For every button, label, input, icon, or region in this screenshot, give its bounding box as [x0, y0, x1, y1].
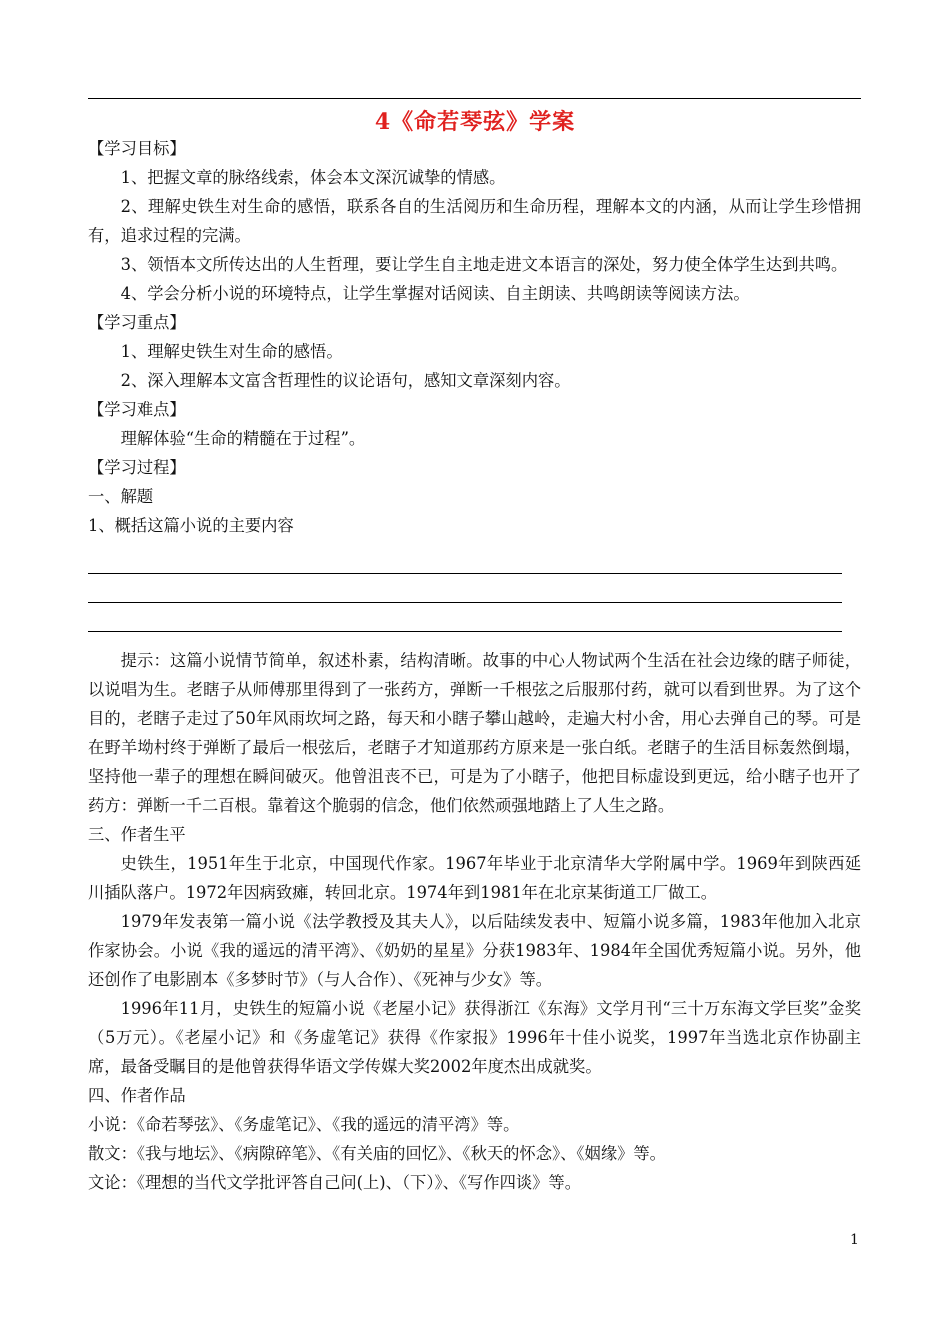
goal-item: 2、理解史铁生对生命的感悟，联系各自的生活阅历和生命历程，理解本文的内涵，从而让学生珍惜拥有，追求过程的完满。: [88, 197, 861, 245]
section-jieti: 一、解题: [88, 487, 154, 506]
answer-line: [88, 574, 842, 603]
document-body: [88, 134, 861, 1197]
works-essays: 散文：《我与地坛》、《病隙碎笔》、《有关庙的回忆》、《秋天的怀念》、《姻缘》等。: [88, 1144, 666, 1163]
focus-heading: 【学习重点】: [88, 313, 186, 332]
section-author-bio: 三、作者生平: [88, 825, 186, 844]
page-title: 4《命若琴弦》学案: [374, 109, 576, 135]
goal-item: 1、把握文章的脉络线索，体会本文深沉诚挚的情感。: [120, 168, 506, 187]
answer-lines: [88, 545, 861, 632]
answer-line: [88, 603, 842, 632]
difficulty-item: 理解体验“生命的精髓在于过程”。: [120, 429, 366, 448]
page-number: 1: [850, 1232, 859, 1248]
works-criticism: 文论：《理想的当代文学批评答自己问(上)、（下）》、《写作四谈》等。: [88, 1173, 581, 1192]
question-1: 1、概括这篇小说的主要内容: [88, 516, 294, 535]
goal-item: 3、领悟本文所传达出的人生哲理，要让学生自主地走进文本语言的深处，努力使全体学生达到共鸣。: [120, 255, 848, 274]
answer-line: [88, 545, 842, 574]
works-novels: 小说：《命若琴弦》、《务虚笔记》、《我的遥远的清平湾》等。: [88, 1115, 520, 1134]
goals-heading: 【学习目标】: [88, 139, 186, 158]
bio-paragraph: 史铁生，1951年生于北京，中国现代作家。1967年毕业于北京清华大学附属中学。1969年到陕西延川插队落户。1972年因病致瘫，转回北京。1974年到1981年在北京某街道工厂做工。: [88, 854, 861, 902]
bio-paragraph: 1979年发表第一篇小说《法学教授及其夫人》，以后陆续发表中、短篇小说多篇，1983年他加入北京作家协会。小说《我的遥远的清平湾》、《奶奶的星星》分获1983年、1984年全国优秀短篇小说。另外，他还创作了电影剧本《多梦时节》（与人合作）、《死神与少女》等。: [88, 912, 861, 989]
difficulty-heading: 【学习难点】: [88, 400, 186, 419]
section-author-works: 四、作者作品: [88, 1086, 186, 1105]
focus-item: 1、理解史铁生对生命的感悟。: [120, 342, 343, 361]
goal-item: 4、学会分析小说的环境特点，让学生掌握对话阅读、自主朗读、共鸣朗读等阅读方法。: [120, 284, 750, 303]
focus-item: 2、深入理解本文富含哲理性的议论语句，感知文章深刻内容。: [120, 371, 571, 390]
top-rule: [88, 98, 861, 99]
process-heading: 【学习过程】: [88, 458, 186, 477]
hint-paragraph: 提示：这篇小说情节简单，叙述朴素，结构清晰。故事的中心人物试两个生活在社会边缘的瞎子师徒，以说唱为生。老瞎子从师傅那里得到了一张药方，弹断一千根弦之后服那付药，就可以看到世界。为了这个目的，老瞎子走过了50年风雨坎坷之路，每天和小瞎子攀山越岭，走遍大村小舍，用心去弹自己的琴。可是在野羊坳村终于弹断了最后一根弦后，老瞎子才知道那药方原来是一张白纸。老瞎子的生活目标轰然倒塌，坚持他一辈子的理想在瞬间破灭。他曾沮丧不已，可是为了小瞎子，他把目标虚设到更远，给小瞎子也开了药方：弹断一千二百根。靠着这个脆弱的信念，他们依然顽强地踏上了人生之路。: [88, 651, 861, 815]
bio-paragraph: 1996年11月，史铁生的短篇小说《老屋小记》获得浙江《东海》文学月刊“三十万东海文学巨奖”金奖（5万元）。《老屋小记》和《务虚笔记》获得《作家报》1996年十佳小说奖，1997年当选北京作协副主席，最备受瞩目的是他曾获得华语文学传媒大奖2002年度杰出成就奖。: [88, 999, 861, 1076]
